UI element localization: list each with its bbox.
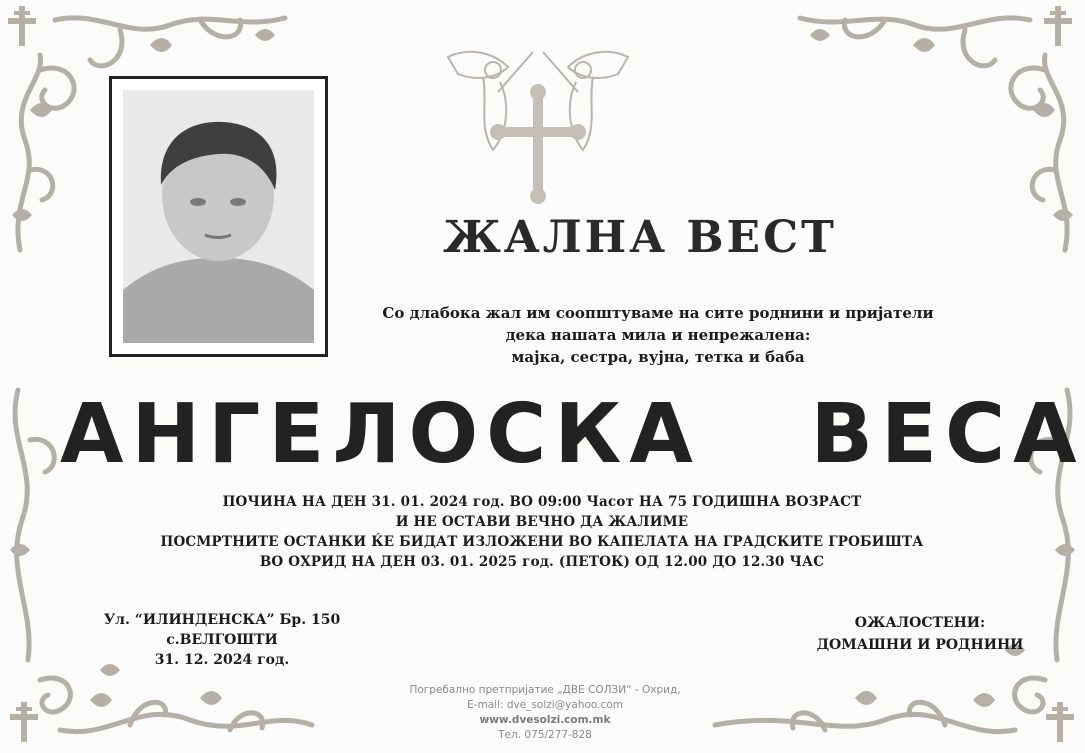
funeral-home-footer bbox=[380, 683, 710, 743]
family-address bbox=[72, 610, 372, 670]
mourners-label: ОЖАЛОСТЕНИ: bbox=[854, 615, 986, 631]
notice-date: 31. 12. 2024 год. bbox=[154, 652, 290, 668]
funeral-home-name: Погребално претпријатие „ДВЕ СОЛЗИ“ - Охрид, bbox=[409, 684, 681, 696]
details-line: ВО ОХРИД НА ДЕН 03. 01. 2025 год. (ПЕТОК) ОД 12.00 ДО 12.30 ЧАС bbox=[259, 554, 825, 570]
mourners-block bbox=[780, 612, 1060, 656]
intro-line: дека нашата мила и непрежалена: bbox=[505, 326, 811, 344]
notice-heading: ЖАЛНА ВЕСТ bbox=[443, 212, 837, 263]
orthodox-cross-icon bbox=[1042, 700, 1078, 744]
deceased-name: АНГЕЛОСКА ВЕСА bbox=[60, 387, 1085, 482]
mourners-names: ДОМАШНИ И РОДНИНИ bbox=[816, 637, 1024, 653]
address-village: с.ВЕЛГОШТИ bbox=[166, 632, 278, 648]
intro-line: Со длабока жал им соопштуваме на сите роднини и пријатели bbox=[382, 304, 934, 322]
details-line: ПОСМРТНИТЕ ОСТАНКИ ЌЕ БИДАТ ИЗЛОЖЕНИ ВО КАПЕЛАТА НА ГРАДСКИТЕ ГРОБИШТА bbox=[160, 534, 924, 550]
address-street: Ул. “ИЛИНДЕНСКА” Бр. 150 bbox=[103, 612, 341, 628]
funeral-home-website: www.dvesolzi.com.mk bbox=[479, 714, 611, 726]
deceased-photo bbox=[123, 90, 314, 343]
funeral-home-email: E-mail: dve_solzi@yahoo.com bbox=[467, 699, 623, 711]
intro-text bbox=[330, 302, 986, 368]
intro-line: мајка, сестра, вујна, тетка и баба bbox=[511, 348, 805, 366]
angels-with-cross-icon bbox=[438, 32, 638, 204]
deceased-photo-frame bbox=[109, 76, 328, 357]
orthodox-cross-icon bbox=[4, 4, 40, 48]
orthodox-cross-icon bbox=[1040, 4, 1076, 48]
details-line: И НЕ ОСТАВИ ВЕЧНО ДА ЖАЛИМЕ bbox=[395, 514, 689, 530]
orthodox-cross-icon bbox=[6, 700, 42, 744]
details-line: ПОЧИНА НА ДЕН 31. 01. 2024 год. ВО 09:00 Часот НА 75 ГОДИШНА ВОЗРАСТ bbox=[222, 494, 862, 510]
funeral-home-phone: Тел. 075/277-828 bbox=[498, 729, 592, 741]
death-details bbox=[80, 492, 1004, 572]
